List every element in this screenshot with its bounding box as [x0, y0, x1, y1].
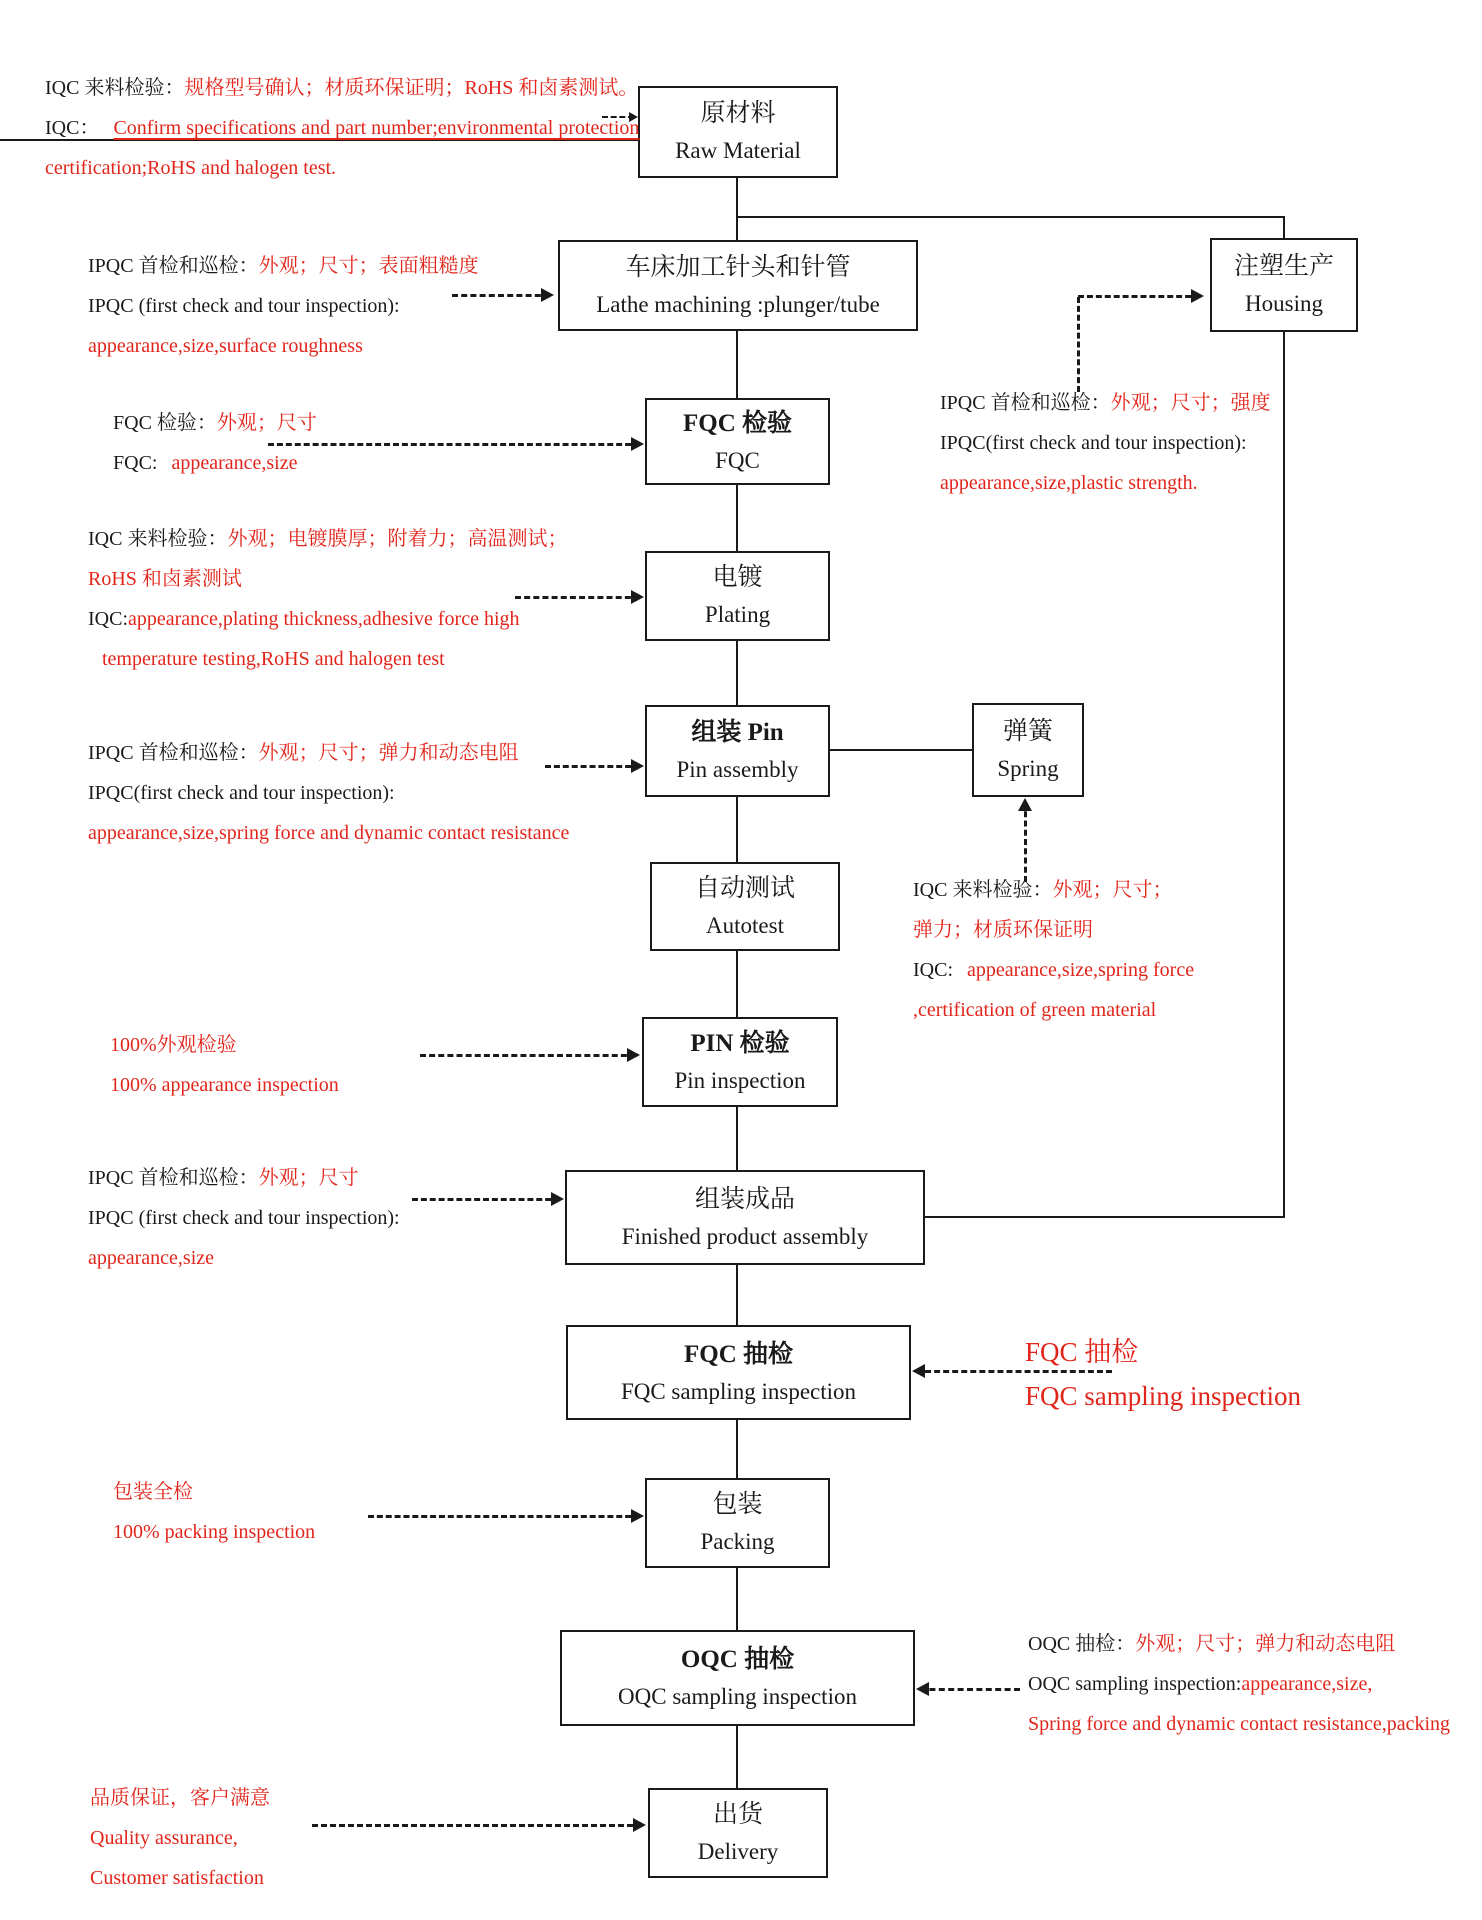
annotation-line: ,certification of green material — [913, 999, 1157, 1021]
annotation-line: 100% packing inspection — [113, 1521, 316, 1543]
node-label-en: Spring — [997, 756, 1059, 782]
node-label-zh: 出货 — [712, 1801, 763, 1829]
connector-branch-to-housing-v — [1283, 216, 1285, 238]
connector-housing-down-v — [1283, 332, 1285, 1218]
node-label-en: FQC sampling inspection — [620, 1378, 857, 1404]
connector-branch-to-housing-h — [736, 216, 1285, 218]
annotation-line: RoHS 和卤素测试 — [88, 568, 242, 590]
connector-pininspection-to-finished — [736, 1107, 738, 1170]
dashed-arrow-note-to-delivery — [312, 1824, 642, 1827]
annotation-line: 100% appearance inspection — [110, 1074, 339, 1096]
node-label-en: Plating — [704, 602, 771, 628]
annotation-line: IPQC 首检和巡检：外观；尺寸；表面粗糙度 — [88, 255, 479, 277]
annotation-line: Quality assurance, — [90, 1827, 238, 1849]
node-label-en: Packing — [700, 1529, 775, 1555]
node-label-en: OQC sampling inspection — [618, 1684, 857, 1710]
node-label-en: Pin inspection — [674, 1068, 806, 1094]
annotation-ipqc-pin — [88, 733, 569, 853]
flow-node-pin-assembly — [645, 705, 830, 797]
flow-node-oqc-sampling — [560, 1630, 915, 1726]
annotation-line: certification;RoHS and halogen test. — [45, 157, 337, 179]
annotation-line: IPQC (first check and tour inspection): — [88, 295, 400, 317]
annotation-line: temperature testing,RoHS and halogen test — [102, 648, 445, 670]
annotation-pin-inspection — [110, 1025, 339, 1105]
annotation-line: IQC 来料检验：外观；电镀膜厚；附着力；高温测试； — [88, 528, 568, 550]
annotation-line: appearance,size — [88, 1247, 215, 1269]
flow-node-pin-inspection — [642, 1017, 838, 1107]
annotation-line: 100%外观检验 — [110, 1034, 237, 1056]
flow-node-lathe-machining — [558, 240, 918, 331]
annotation-line: appearance,size,surface roughness — [88, 335, 363, 357]
node-label-en: Raw Material — [675, 138, 801, 164]
annotation-line: 弹力；材质环保证明 — [913, 919, 1093, 941]
annotation-line: IPQC(first check and tour inspection): — [940, 432, 1247, 454]
flow-node-fqc — [645, 398, 830, 485]
annotation-fqc-sampling — [1025, 1330, 1301, 1418]
annotation-line: OQC 抽检：外观；尺寸；弹力和动态电阻 — [1028, 1633, 1396, 1655]
node-label-zh: 组装 Pin — [691, 719, 784, 747]
connector-plating-to-pin — [736, 641, 738, 705]
node-label-zh: 自动测试 — [694, 874, 795, 902]
flow-node-spring — [972, 703, 1084, 797]
annotation-line: IQC: appearance,size,spring force — [913, 959, 1195, 981]
annotation-iqc-spring — [913, 870, 1194, 1030]
dashed-connector-housing-v — [1077, 297, 1080, 392]
connector-raw-to-lathe — [736, 178, 738, 240]
connector-fqc-to-plating — [736, 485, 738, 551]
connector-pin-to-spring — [830, 749, 972, 751]
node-label-zh: 包装 — [712, 1491, 763, 1519]
annotation-line: IQC:appearance,plating thickness,adhesive force high — [88, 608, 520, 630]
node-label-zh: 弹簧 — [1002, 718, 1053, 746]
node-label-en: Finished product assembly — [621, 1223, 869, 1249]
annotation-iqc-raw-material — [45, 68, 639, 188]
annotation-ipqc-lathe — [88, 246, 479, 366]
node-label-en: Pin assembly — [676, 757, 799, 783]
annotation-line: Spring force and dynamic contact resistance,packing — [1028, 1713, 1451, 1735]
annotation-line: OQC sampling inspection:appearance,size, — [1028, 1673, 1373, 1695]
node-label-zh: 组装成品 — [694, 1185, 795, 1213]
annotation-ipqc-finished — [88, 1158, 400, 1278]
annotation-line: IPQC 首检和巡检：外观；尺寸；弹力和动态电阻 — [88, 742, 519, 764]
node-label-zh: OQC 抽检 — [680, 1646, 795, 1674]
flow-node-autotest — [650, 862, 840, 951]
node-label-zh: 原材料 — [700, 100, 776, 128]
annotation-line: appearance,size,spring force and dynamic contact resistance — [88, 822, 570, 844]
flow-node-packing — [645, 1478, 830, 1568]
annotation-line: IPQC (first check and tour inspection): — [88, 1207, 400, 1229]
node-label-en: Lathe machining :plunger/tube — [596, 291, 880, 317]
annotation-line: IPQC(first check and tour inspection): — [88, 782, 395, 804]
flow-node-delivery — [648, 1788, 828, 1878]
dashed-arrow-fqc-note-to-fqc — [268, 443, 640, 446]
node-label-en: Delivery — [697, 1839, 779, 1865]
dashed-arrow-ipqc-to-finished — [412, 1198, 560, 1201]
annotation-iqc-plating — [88, 519, 567, 679]
node-label-zh: FQC 检验 — [682, 409, 793, 437]
connector-housing-to-finished-h — [925, 1216, 1285, 1218]
annotation-line: IQC： Confirm specifications and part number;environmental protection — [45, 117, 640, 139]
connector-autotest-to-pininspection — [736, 951, 738, 1017]
flow-node-finished-assembly — [565, 1170, 925, 1265]
node-label-zh: PIN 检验 — [690, 1030, 790, 1058]
connector-pin-to-autotest — [736, 797, 738, 862]
connector-finished-to-fqcsampling — [736, 1265, 738, 1325]
annotation-line: FQC: appearance,size — [113, 452, 298, 474]
dashed-arrow-note-to-oqc — [920, 1688, 1020, 1691]
annotation-packing — [113, 1472, 315, 1552]
flow-node-fqc-sampling — [566, 1325, 911, 1420]
connector-packing-to-oqc — [736, 1568, 738, 1630]
node-label-en: FQC — [715, 447, 760, 473]
flow-node-plating — [645, 551, 830, 641]
annotation-line: appearance,size,plastic strength. — [940, 472, 1198, 494]
annotation-line: 包装全检 — [113, 1481, 193, 1503]
flow-node-housing — [1210, 238, 1358, 332]
annotation-delivery — [90, 1778, 270, 1898]
annotation-line: IQC 来料检验：外观；尺寸； — [913, 879, 1173, 901]
flow-node-raw-material — [638, 86, 838, 178]
dashed-arrow-note-to-pininspection — [420, 1054, 636, 1057]
node-label-zh: 电镀 — [712, 564, 763, 592]
annotation-line: FQC 抽检 — [1025, 1337, 1139, 1367]
annotation-line: FQC 检验：外观；尺寸 — [113, 412, 317, 434]
annotation-line: IQC 来料检验：规格型号确认；材质环保证明；RoHS 和卤素测试。 — [45, 77, 639, 99]
dashed-arrow-note-to-packing — [368, 1515, 640, 1518]
connector-fqcsampling-to-packing — [736, 1420, 738, 1478]
dashed-arrow-ipqc-to-housing — [1078, 295, 1200, 298]
annotation-line: FQC sampling inspection — [1025, 1381, 1301, 1411]
annotation-oqc — [1028, 1624, 1450, 1744]
node-label-zh: 车床加工针头和针管 — [625, 253, 851, 281]
annotation-line: 品质保证，客户满意 — [90, 1787, 270, 1809]
connector-oqc-to-delivery — [736, 1726, 738, 1788]
annotation-line: IPQC 首检和巡检：外观；尺寸；强度 — [940, 392, 1271, 414]
annotation-fqc-check — [113, 403, 317, 483]
node-label-en: Housing — [1245, 291, 1323, 317]
annotation-ipqc-housing — [940, 383, 1271, 503]
annotation-line: IPQC 首检和巡检：外观；尺寸 — [88, 1167, 359, 1189]
connector-lathe-to-fqc — [736, 331, 738, 398]
node-label-zh: 注塑生产 — [1233, 253, 1334, 281]
node-label-zh: FQC 抽检 — [683, 1340, 794, 1368]
node-label-en: Autotest — [706, 912, 784, 938]
annotation-line: Customer satisfaction — [90, 1867, 264, 1889]
